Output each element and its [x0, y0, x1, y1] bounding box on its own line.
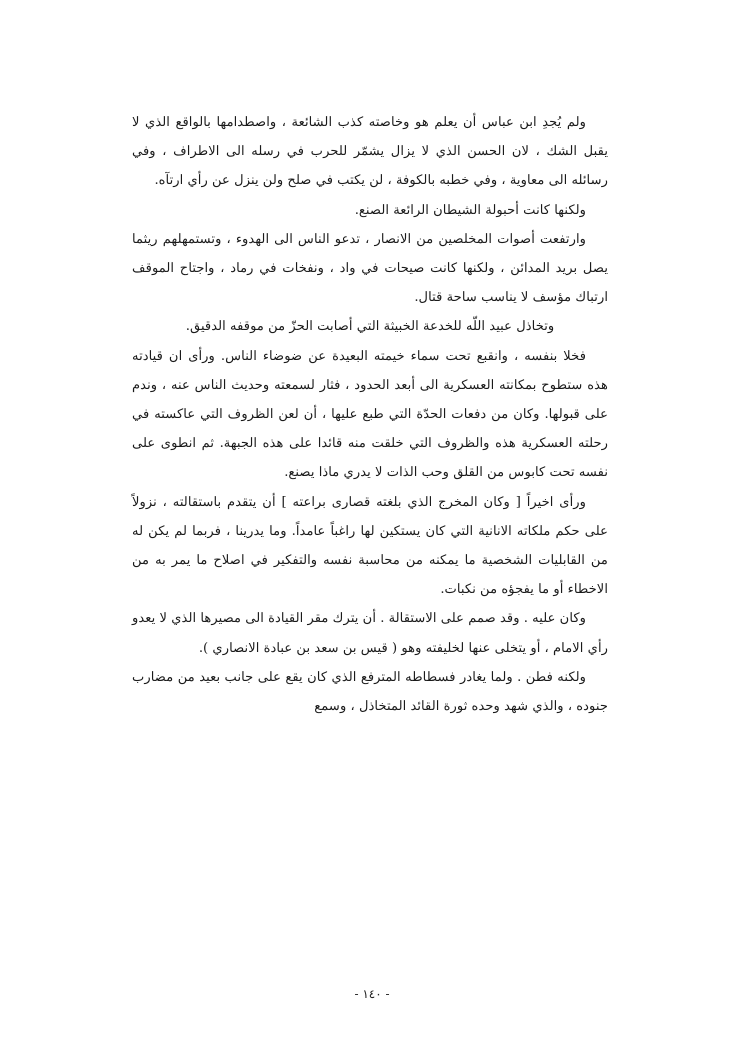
paragraph-4: وتخاذل عبيد اللّه للخدعة الخبيثة التي أصابت الحزّ من موقفه الدقيق.: [185, 319, 555, 335]
paragraph-8: ولكنه فطن . ولما يغادر فسطاطه المترفع الذي كان يقع على جانب بعيد من مضارب جنوده ، والذي شهد وحده ثورة القائد المتخاذل ، وسمع: [132, 669, 608, 715]
paragraph-6: ورأى اخيراً [ وكان المخرج الذي بلغته قصارى براعته ] أن يتقدم باستقالته ، نزولاً على حكم ملكاته الانانية التي كان يستكين لها راغباً عامداً. وما يدرينا ، فربما لم يكن له من القابليات الشخصية ما يمكنه من محاسبة نفسه والتفكير في اصلاح ما يمر به من الاخطاء أو ما يفجؤه من نكبات.: [132, 494, 608, 598]
paragraph-7: وكان عليه . وقد صمم على الاستقالة . أن يترك مقر القيادة الى مصيرها الذي لا يعدو رأي الامام ، أو يتخلى عنها لخليفته وهو ( قيس بن سعد بن عبادة الانصاري ).: [132, 611, 608, 656]
paragraph-1: ولم يُجدِ ابن عباس أن يعلم هو وخاصته كذب الشائعة ، واصطدامها بالواقع الذي لا يقبل الشك ، لان الحسن الذي لا يزال يشمّر للحرب في رسله الى الاطراف ، وفي رسائله الى معاوية ، وفي خطبه بالكوفة ، لن يكتب في صلح ولن ينزل عن رأي ارتآه.: [132, 115, 608, 189]
paragraph-2: ولكنها كانت أحبولة الشيطان الرائعة الصنع.: [354, 202, 586, 218]
page-number: - ١٤٠ -: [354, 987, 390, 1001]
paragraph-5: فخلا بنفسه ، وانقبع تحت سماء خيمته البعيدة عن ضوضاء الناس. ورأى ان قيادته هذه ستطوح بمكانته العسكرية الى أبعد الحدود ، فثار لسمعته وحديث الناس عنه ، وندم على قبولها. وكان من دفعات الحدّة التي طبع عليها ، أن لعن الظروف التي عاكسته في رحلته العسكرية هذه والظروف التي خلقت منه قائدا على هذه الجبهة. ثم انطوى على نفسه تحت كابوس من القلق وحب الذات لا يدري ماذا يصنع.: [132, 348, 608, 481]
body-text: [132, 108, 608, 721]
paragraph-3: وارتفعت أصوات المخلصين من الانصار ، تدعو الناس الى الهدوء ، وتستمهلهم ريثما يصل بريد المدائن ، ولكنها كانت صيحات في واد ، ونفخات في رماد ، واجتاح الموقف ارتباك مؤسف لا يناسب ساحة قتال.: [132, 231, 608, 306]
